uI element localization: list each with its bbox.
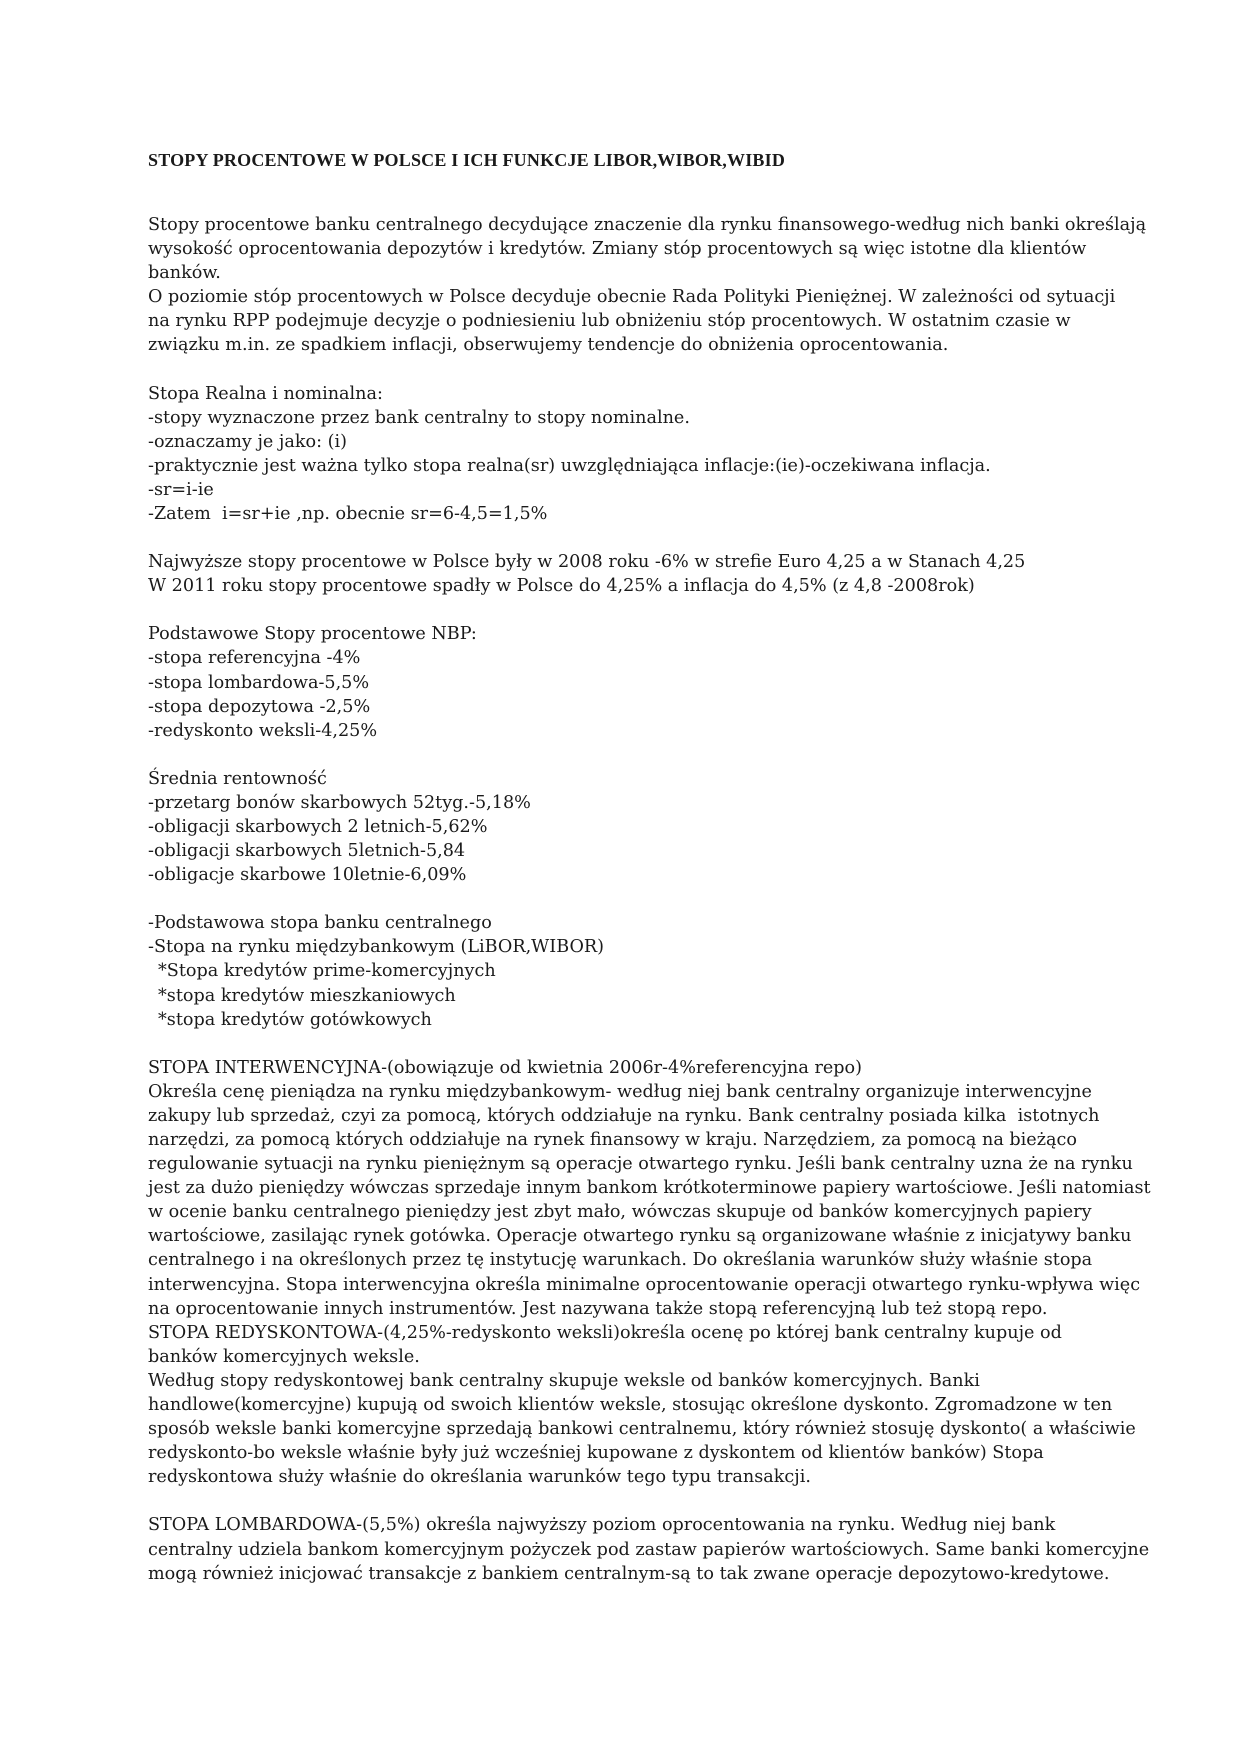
text-line: -przetarg bonów skarbowych 52tyg.-5,18% — [148, 792, 531, 813]
text-line: na rynku RPP podejmuje decyzje o podniesieniu lub obniżeniu stóp procentowych. W ostatnim czasie w — [148, 311, 1071, 332]
text-line: STOPA REDYSKONTOWA-(4,25%-redyskonto weksli)określa ocenę po której bank centralny kupuje od — [148, 1322, 1062, 1343]
text-line: -stopa referencyjna -4% — [148, 648, 361, 669]
text-line: w ocenie banku centralnego pieniędzy jest zbyt mało, wówczas skupuje od banków komercyjnych papiery — [148, 1202, 1092, 1223]
spacer — [148, 526, 1098, 550]
text-line: -stopy wyznaczone przez bank centralny to stopy nominalne. — [148, 407, 690, 428]
text-line: -obligacji skarbowych 5letnich-5,84 — [148, 841, 466, 862]
text-line: -stopa depozytowa -2,5% — [148, 696, 371, 717]
base-rates-section — [148, 911, 1098, 959]
text-line: Średnia rentowność — [148, 768, 327, 789]
text-line: mogą również inicjować transakcje z bankiem centralnym-są to tak zwane operacje depozytowo-kredytowe. — [148, 1563, 1110, 1584]
text-line: Według stopy redyskontowej bank centralny skupuje weksle od banków komercyjnych. Banki — [148, 1370, 980, 1391]
text-line: -praktycznie jest ważna tylko stopa realna(sr) uwzględniająca inflacje:(ie)-oczekiwana inflacja. — [148, 455, 991, 476]
text-line: redyskonto-bo weksle właśnie były już wcześniej kupowane z dyskontem od klientów banków) Stopa — [148, 1443, 1044, 1464]
text-line: *Stopa kredytów prime-komercyjnych — [158, 961, 496, 982]
nbp-rates-section — [148, 622, 1098, 742]
intervention-rate-section — [148, 1056, 1151, 1490]
text-line: wysokość oprocentowania depozytów i kredytów. Zmiany stóp procentowych są więc istotne dla klientów — [148, 239, 1087, 260]
text-line: STOPA LOMBARDOWA-(5,5%) określa najwyższy poziom oprocentowania na rynku. Według niej bank — [148, 1515, 1056, 1536]
credit-rates-section — [148, 959, 1098, 1031]
text-line: banków komercyjnych weksle. — [148, 1346, 420, 1367]
text-line: *stopa kredytów gotówkowych — [158, 1009, 432, 1030]
intro-paragraph-1 — [148, 213, 1147, 285]
lombard-rate-section — [148, 1513, 1150, 1585]
text-line: -Stopa na rynku międzybankowym (LiBOR,WIBOR) — [148, 937, 605, 958]
text-line: -Zatem i=sr+ie ,np. obecnie sr=6-4,5=1,5% — [148, 504, 548, 525]
text-line: banków. — [148, 263, 221, 284]
highest-rates-section — [148, 550, 1098, 598]
text-line: -stopa lombardowa-5,5% — [148, 672, 370, 693]
text-line: interwencyjna. Stopa interwencyjna określa minimalne oprocentowanie operacji otwartego rynku-wpływa więc — [148, 1274, 1141, 1295]
document-page — [148, 148, 1151, 1586]
spacer — [148, 1032, 1098, 1056]
spacer — [148, 887, 1098, 911]
text-line: jest za dużo pieniędzy wówczas sprzedaje innym bankom krótkoterminowe papiery wartościowe. Jeśli natomiast — [148, 1178, 1151, 1199]
yield-section — [148, 767, 1098, 887]
text-line: -oznaczamy je jako: (i) — [148, 431, 347, 452]
text-line: centralnego i na określonych przez tę instytucję warunkach. Do określania warunków służy właśnie stopa — [148, 1250, 1093, 1271]
text-line: -obligacji skarbowych 2 letnich-5,62% — [148, 816, 488, 837]
text-line: narzędzi, za pomocą których oddziałuje na rynek finansowy w kraju. Narzędziem, za pomocą na bieżąco — [148, 1130, 1077, 1150]
spacer — [148, 743, 1098, 767]
text-line: regulowanie sytuacji na rynku pieniężnym są operacje otwartego rynku. Jeśli bank centralny uzna że na rynku — [148, 1154, 1133, 1175]
text-line: O poziomie stóp procentowych w Polsce decyduje obecnie Rada Polityki Pieniężnej. W zależności od sytuacji — [148, 287, 1116, 308]
text-line: Stopy procentowe banku centralnego decydujące znaczenie dla rynku finansowego-według nich banki określają — [148, 215, 1147, 235]
text-line: zakupy lub sprzedaż, czyi za pomocą, których oddziałuje na rynku. Bank centralny posiada kilka istotnych — [148, 1105, 1100, 1126]
spacer — [148, 598, 1098, 622]
text-line: Podstawowe Stopy procentowe NBP: — [148, 624, 477, 645]
text-line: związku m.in. ze spadkiem inflacji, obserwujemy tendencje do obniżenia oprocentowania. — [148, 335, 949, 356]
text-line: -sr=i-ie — [148, 479, 214, 500]
text-line: na oprocentowanie innych instrumentów. Jest nazywana także stopą referencyjną lub też stopą repo. — [148, 1298, 1048, 1319]
text-line: -redyskonto weksli-4,25% — [148, 720, 378, 741]
text-line: -Podstawowa stopa banku centralnego — [148, 913, 492, 934]
text-line: *stopa kredytów mieszkaniowych — [158, 985, 456, 1006]
text-line: Najwyższe stopy procentowe w Polsce były w 2008 roku -6% w strefie Euro 4,25 a w Stanach 4,25 — [148, 552, 1026, 573]
text-line: redyskontowa służy właśnie do określania warunków tego typu transakcji. — [148, 1467, 811, 1488]
text-line: Określa cenę pieniądza na rynku międzybankowym- według niej bank centralny organizuje interwencyjne — [148, 1081, 1092, 1102]
text-line: sposób weksle banki komercyjne sprzedają bankowi centralnemu, który również stosuję dyskonto( a właściwie — [148, 1419, 1136, 1440]
text-line: STOPA INTERWENCYJNA-(obowiązuje od kwietnia 2006r-4%referencyjna repo) — [148, 1057, 863, 1078]
text-line: wartościowe, zasilając rynek gotówka. Operacje otwartego rynku są organizowane właśnie z inicjatywy banku — [148, 1226, 1132, 1247]
text-line: centralny udziela bankom komercyjnym pożyczek pod zastaw papierów wartościowych. Same banki komercyjne — [148, 1539, 1150, 1560]
intro-paragraph-2 — [148, 285, 1116, 357]
spacer — [148, 358, 1098, 382]
text-line: -obligacje skarbowe 10letnie-6,09% — [148, 865, 467, 886]
spacer — [148, 1489, 1098, 1513]
text-line: handlowe(komercyjne) kupują od swoich klientów weksle, stosując określone dyskonto. Zgromadzone w ten — [148, 1395, 1113, 1416]
real-nominal-section — [148, 382, 1098, 527]
text-line: Stopa Realna i nominalna: — [148, 383, 383, 404]
text-line: W 2011 roku stopy procentowe spadły w Polsce do 4,25% a inflacja do 4,5% (z 4,8 -2008rok) — [148, 576, 975, 597]
document-title: STOPY PROCENTOWE W POLSCE I ICH FUNKCJE LIBOR,WIBOR,WIBID — [148, 150, 786, 170]
